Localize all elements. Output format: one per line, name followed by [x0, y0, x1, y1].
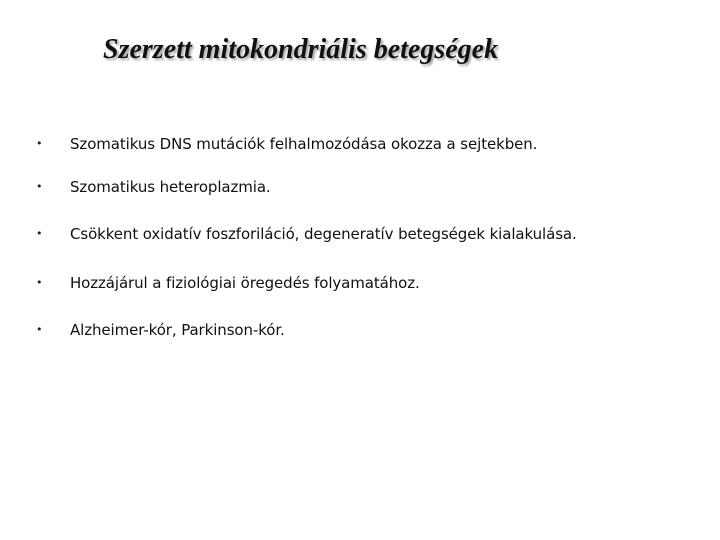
bullet-text: Alzheimer-kór, Parkinson-kór. [70, 321, 285, 339]
bullet-icon: • [36, 227, 43, 240]
slide-title: Szerzett mitokondriális betegségek [103, 34, 499, 65]
list-item [0, 318, 720, 342]
bullet-icon: • [36, 323, 43, 336]
list-item [0, 175, 720, 199]
list-item [0, 271, 720, 295]
bullet-text: Hozzájárul a fiziológiai öregedés folyamatához. [70, 274, 420, 292]
bullet-icon: • [36, 180, 43, 193]
bullet-text: Szomatikus DNS mutációk felhalmozódása okozza a sejtekben. [70, 135, 538, 153]
list-item [0, 222, 720, 246]
bullet-icon: • [36, 276, 43, 289]
bullet-text: Csökkent oxidatív foszforiláció, degeneratív betegségek kialakulása. [70, 225, 577, 243]
bullet-text: Szomatikus heteroplazmia. [70, 178, 271, 196]
bullet-icon: • [36, 137, 43, 150]
list-item [0, 132, 720, 156]
